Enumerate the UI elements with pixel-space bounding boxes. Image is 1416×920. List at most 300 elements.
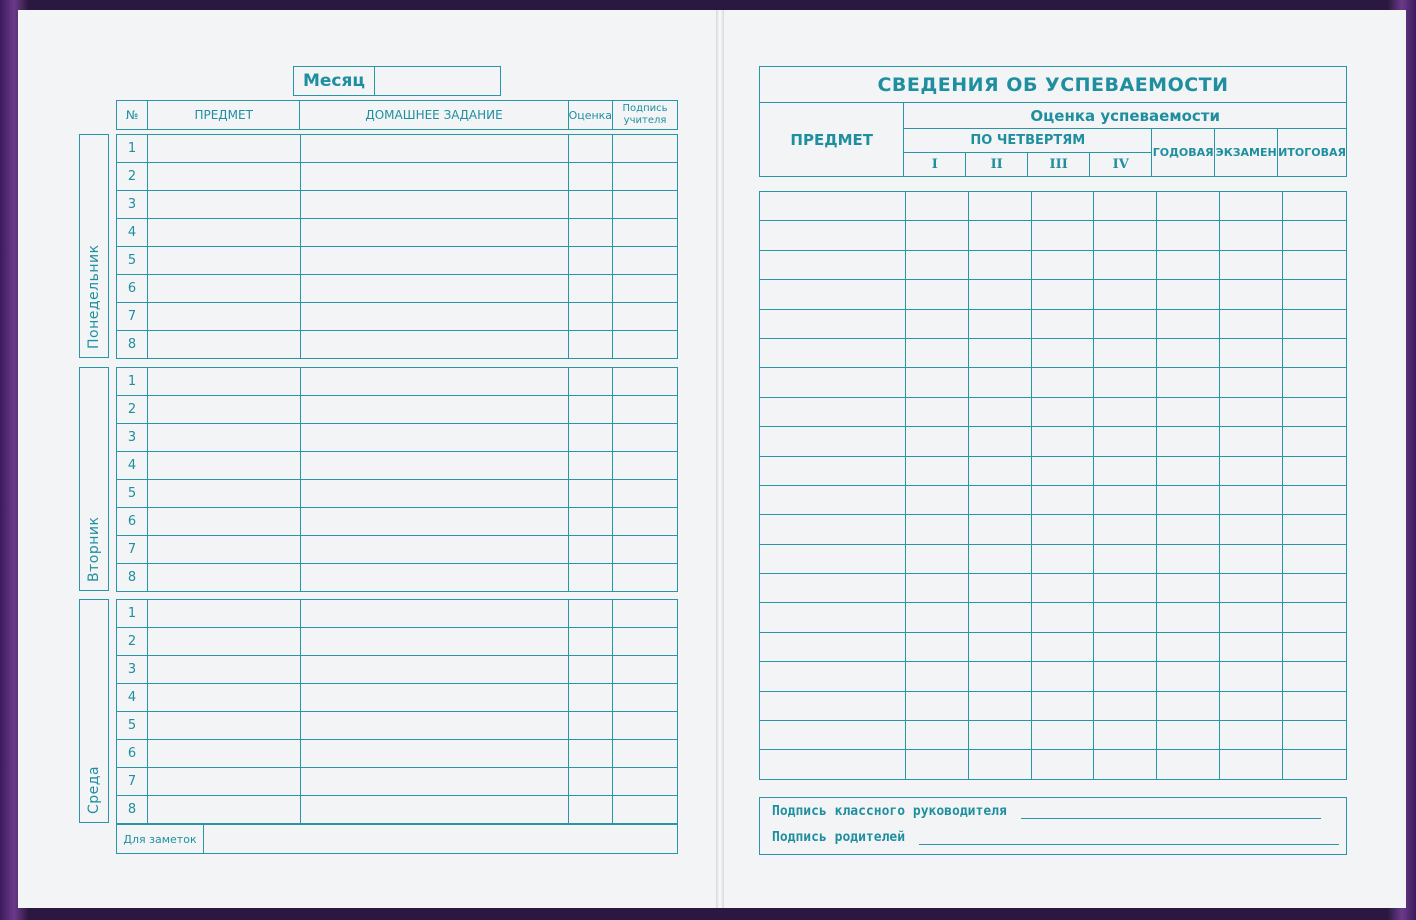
quarter-2-cell[interactable] — [968, 221, 1031, 250]
exam-cell[interactable] — [1220, 721, 1283, 750]
homework-cell[interactable] — [300, 480, 569, 508]
final-cell[interactable] — [1283, 427, 1347, 456]
final-cell[interactable] — [1283, 632, 1347, 661]
final-cell[interactable] — [1283, 515, 1347, 544]
quarter-3-cell[interactable] — [1031, 574, 1094, 603]
quarter-3-cell[interactable] — [1031, 691, 1094, 720]
final-cell[interactable] — [1283, 721, 1347, 750]
quarter-2-cell[interactable] — [968, 250, 1031, 279]
homework-cell[interactable] — [300, 191, 569, 219]
quarter-4-cell[interactable] — [1094, 691, 1157, 720]
quarter-1-cell[interactable] — [905, 427, 968, 456]
lesson-row — [117, 480, 678, 508]
final-cell[interactable] — [1283, 192, 1347, 221]
subject-cell[interactable] — [760, 280, 906, 309]
quarter-4-cell[interactable] — [1094, 632, 1157, 661]
homework-cell[interactable] — [300, 508, 569, 536]
lesson-row — [117, 656, 678, 684]
quarter-3-cell[interactable] — [1031, 338, 1094, 367]
lesson-row — [117, 368, 678, 396]
final-cell[interactable] — [1283, 309, 1347, 338]
quarter-1-cell[interactable] — [905, 250, 968, 279]
performance-row — [760, 603, 1347, 632]
lesson-number: 3 — [117, 656, 148, 684]
quarter-4-cell[interactable] — [1094, 603, 1157, 632]
quarter-3-cell[interactable] — [1031, 603, 1094, 632]
annual-cell[interactable] — [1157, 691, 1220, 720]
subject-cell[interactable] — [760, 309, 906, 338]
quarter-3-cell[interactable] — [1031, 632, 1094, 661]
homework-cell[interactable] — [300, 219, 569, 247]
grade-cell[interactable] — [569, 508, 613, 536]
quarter-4-cell[interactable] — [1094, 221, 1157, 250]
subject-cell[interactable] — [147, 303, 300, 331]
exam-cell[interactable] — [1220, 250, 1283, 279]
lesson-number: 7 — [117, 303, 148, 331]
quarter-3-cell[interactable] — [1031, 544, 1094, 573]
homework-cell[interactable] — [300, 536, 569, 564]
quarter-2-cell[interactable] — [968, 397, 1031, 426]
quarter-2-cell[interactable] — [968, 574, 1031, 603]
annual-cell[interactable] — [1157, 397, 1220, 426]
subject-cell[interactable] — [760, 662, 906, 691]
annual-cell[interactable] — [1157, 721, 1220, 750]
subject-cell[interactable] — [760, 603, 906, 632]
subject-cell[interactable] — [147, 396, 300, 424]
lesson-number: 4 — [117, 452, 148, 480]
quarter-3-cell[interactable] — [1031, 280, 1094, 309]
performance-row — [760, 750, 1347, 779]
teacher-sign-cell[interactable] — [613, 191, 678, 219]
final-cell[interactable] — [1283, 456, 1347, 485]
signature-parents-line[interactable] — [919, 843, 1339, 845]
quarter-3-cell[interactable] — [1031, 368, 1094, 397]
quarter-1-cell[interactable] — [905, 338, 968, 367]
subject-cell[interactable] — [147, 331, 300, 359]
quarter-2-cell[interactable] — [968, 456, 1031, 485]
teacher-sign-cell[interactable] — [613, 303, 678, 331]
subject-cell[interactable] — [760, 338, 906, 367]
subject-cell[interactable] — [147, 740, 300, 768]
subject-cell[interactable] — [760, 368, 906, 397]
quarter-2-cell[interactable] — [968, 544, 1031, 573]
quarter-4-cell[interactable] — [1094, 368, 1157, 397]
grade-cell[interactable] — [569, 424, 613, 452]
quarter-3-cell[interactable] — [1031, 397, 1094, 426]
performance-row — [760, 397, 1347, 426]
exam-header: ЭКЗАМЕН — [1215, 129, 1278, 177]
homework-cell[interactable] — [300, 656, 569, 684]
quarter-1-cell[interactable] — [905, 603, 968, 632]
teacher-sign-cell[interactable] — [613, 219, 678, 247]
quarter-3-cell[interactable] — [1031, 485, 1094, 514]
quarter-4-cell[interactable] — [1094, 485, 1157, 514]
performance-row — [760, 662, 1347, 691]
exam-cell[interactable] — [1220, 485, 1283, 514]
grade-cell[interactable] — [569, 480, 613, 508]
quarter-1-cell[interactable] — [905, 632, 968, 661]
quarter-3-cell[interactable] — [1031, 515, 1094, 544]
quarter-1-cell[interactable] — [905, 485, 968, 514]
lesson-row — [117, 740, 678, 768]
exam-cell[interactable] — [1220, 691, 1283, 720]
annual-cell[interactable] — [1157, 662, 1220, 691]
signature-box — [759, 797, 1347, 855]
homework-cell[interactable] — [300, 331, 569, 359]
quarter-1-cell[interactable] — [905, 750, 968, 779]
quarter-4-cell[interactable] — [1094, 280, 1157, 309]
quarter-4-cell[interactable] — [1094, 456, 1157, 485]
homework-cell[interactable] — [300, 768, 569, 796]
quarter-2-cell[interactable] — [968, 662, 1031, 691]
lesson-number: 4 — [117, 684, 148, 712]
annual-cell[interactable] — [1157, 368, 1220, 397]
homework-cell[interactable] — [300, 564, 569, 592]
grade-cell[interactable] — [569, 600, 613, 628]
quarter-1-cell[interactable] — [905, 309, 968, 338]
day-label-box — [79, 134, 109, 358]
quarter-1-header: I — [904, 153, 966, 177]
homework-cell[interactable] — [300, 135, 569, 163]
grade-cell[interactable] — [569, 684, 613, 712]
exam-cell[interactable] — [1220, 544, 1283, 573]
final-cell[interactable] — [1283, 397, 1347, 426]
subject-cell[interactable] — [760, 750, 906, 779]
homework-cell[interactable] — [300, 396, 569, 424]
subject-cell[interactable] — [147, 191, 300, 219]
annual-cell[interactable] — [1157, 338, 1220, 367]
quarter-4-cell[interactable] — [1094, 397, 1157, 426]
final-cell[interactable] — [1283, 250, 1347, 279]
teacher-sign-cell[interactable] — [613, 768, 678, 796]
grade-cell[interactable] — [569, 303, 613, 331]
month-box — [293, 66, 501, 96]
annual-cell[interactable] — [1157, 544, 1220, 573]
subject-cell[interactable] — [147, 508, 300, 536]
lesson-number: 6 — [117, 740, 148, 768]
signature-teacher-line[interactable] — [1021, 817, 1321, 819]
exam-cell[interactable] — [1220, 192, 1283, 221]
subject-cell[interactable] — [147, 796, 300, 824]
notes-field[interactable] — [204, 825, 677, 853]
quarter-1-cell[interactable] — [905, 515, 968, 544]
quarter-3-cell[interactable] — [1031, 750, 1094, 779]
homework-cell[interactable] — [300, 796, 569, 824]
subject-cell[interactable] — [147, 600, 300, 628]
grade-cell[interactable] — [569, 191, 613, 219]
quarter-1-cell[interactable] — [905, 662, 968, 691]
quarter-2-cell[interactable] — [968, 309, 1031, 338]
quarter-2-cell[interactable] — [968, 338, 1031, 367]
homework-cell[interactable] — [300, 163, 569, 191]
quarter-2-cell[interactable] — [968, 192, 1031, 221]
final-cell[interactable] — [1283, 544, 1347, 573]
lesson-number: 3 — [117, 191, 148, 219]
final-cell[interactable] — [1283, 338, 1347, 367]
homework-cell[interactable] — [300, 275, 569, 303]
subject-cell[interactable] — [760, 485, 906, 514]
subject-cell[interactable] — [760, 427, 906, 456]
final-cell[interactable] — [1283, 221, 1347, 250]
quarter-2-cell[interactable] — [968, 721, 1031, 750]
subject-cell[interactable] — [147, 628, 300, 656]
annual-cell[interactable] — [1157, 515, 1220, 544]
quarter-3-cell[interactable] — [1031, 192, 1094, 221]
lesson-number: 6 — [117, 508, 148, 536]
grade-cell[interactable] — [569, 275, 613, 303]
diary-header — [116, 100, 678, 130]
teacher-sign-cell[interactable] — [613, 536, 678, 564]
teacher-sign-cell[interactable] — [613, 684, 678, 712]
teacher-sign-cell[interactable] — [613, 480, 678, 508]
quarter-3-cell[interactable] — [1031, 309, 1094, 338]
exam-cell[interactable] — [1220, 280, 1283, 309]
quarter-4-cell[interactable] — [1094, 544, 1157, 573]
subject-cell[interactable] — [760, 632, 906, 661]
grade-cell[interactable] — [569, 740, 613, 768]
exam-cell[interactable] — [1220, 338, 1283, 367]
header-homework: ДОМАШНЕЕ ЗАДАНИЕ — [300, 101, 568, 130]
signature-teacher-label: Подпись классного руководителя — [772, 804, 1007, 819]
homework-cell[interactable] — [300, 628, 569, 656]
teacher-sign-cell[interactable] — [613, 508, 678, 536]
quarter-4-cell[interactable] — [1094, 250, 1157, 279]
subject-cell[interactable] — [760, 192, 906, 221]
quarter-1-cell[interactable] — [905, 280, 968, 309]
grade-cell[interactable] — [569, 368, 613, 396]
quarter-4-cell[interactable] — [1094, 515, 1157, 544]
annual-cell[interactable] — [1157, 221, 1220, 250]
annual-cell[interactable] — [1157, 309, 1220, 338]
grade-cell[interactable] — [569, 656, 613, 684]
grade-cell[interactable] — [569, 163, 613, 191]
homework-cell[interactable] — [300, 424, 569, 452]
subject-cell[interactable] — [760, 397, 906, 426]
annual-cell[interactable] — [1157, 632, 1220, 661]
exam-cell[interactable] — [1220, 397, 1283, 426]
subject-cell[interactable] — [760, 250, 906, 279]
grade-cell[interactable] — [569, 331, 613, 359]
exam-cell[interactable] — [1220, 750, 1283, 779]
subject-cell[interactable] — [760, 574, 906, 603]
day-grid — [116, 134, 678, 359]
annual-cell[interactable] — [1157, 192, 1220, 221]
homework-cell[interactable] — [300, 740, 569, 768]
final-cell[interactable] — [1283, 691, 1347, 720]
homework-cell[interactable] — [300, 712, 569, 740]
final-cell[interactable] — [1283, 280, 1347, 309]
final-cell[interactable] — [1283, 368, 1347, 397]
teacher-sign-cell[interactable] — [613, 275, 678, 303]
teacher-sign-cell[interactable] — [613, 331, 678, 359]
final-cell[interactable] — [1283, 603, 1347, 632]
subject-cell[interactable] — [147, 480, 300, 508]
lesson-row — [117, 331, 678, 359]
grade-cell[interactable] — [569, 247, 613, 275]
teacher-sign-cell[interactable] — [613, 712, 678, 740]
exam-cell[interactable] — [1220, 574, 1283, 603]
quarter-2-cell[interactable] — [968, 691, 1031, 720]
subject-cell[interactable] — [760, 721, 906, 750]
exam-cell[interactable] — [1220, 632, 1283, 661]
final-cell[interactable] — [1283, 662, 1347, 691]
teacher-sign-cell[interactable] — [613, 740, 678, 768]
homework-cell[interactable] — [300, 247, 569, 275]
subject-cell[interactable] — [147, 712, 300, 740]
subject-cell[interactable] — [147, 768, 300, 796]
subject-cell[interactable] — [147, 452, 300, 480]
performance-row — [760, 250, 1347, 279]
exam-cell[interactable] — [1220, 309, 1283, 338]
exam-cell[interactable] — [1220, 515, 1283, 544]
subject-cell[interactable] — [760, 544, 906, 573]
subject-cell[interactable] — [147, 684, 300, 712]
teacher-sign-cell[interactable] — [613, 796, 678, 824]
subject-cell[interactable] — [147, 275, 300, 303]
grade-cell[interactable] — [569, 712, 613, 740]
subject-cell[interactable] — [760, 691, 906, 720]
quarter-2-cell[interactable] — [968, 368, 1031, 397]
quarter-3-cell[interactable] — [1031, 221, 1094, 250]
grade-cell[interactable] — [569, 135, 613, 163]
quarter-4-cell[interactable] — [1094, 338, 1157, 367]
lesson-row — [117, 452, 678, 480]
notes-box — [116, 824, 678, 854]
quarter-2-cell[interactable] — [968, 485, 1031, 514]
subject-cell[interactable] — [147, 368, 300, 396]
quarter-4-cell[interactable] — [1094, 192, 1157, 221]
exam-cell[interactable] — [1220, 368, 1283, 397]
month-field[interactable] — [375, 67, 500, 95]
subject-cell[interactable] — [147, 564, 300, 592]
lesson-row — [117, 508, 678, 536]
subject-cell[interactable] — [147, 656, 300, 684]
subject-cell[interactable] — [147, 135, 300, 163]
homework-cell[interactable] — [300, 303, 569, 331]
lesson-row — [117, 396, 678, 424]
teacher-sign-cell[interactable] — [613, 628, 678, 656]
quarter-4-cell[interactable] — [1094, 427, 1157, 456]
subject-cell[interactable] — [147, 163, 300, 191]
quarter-4-cell[interactable] — [1094, 750, 1157, 779]
teacher-sign-cell[interactable] — [613, 135, 678, 163]
quarter-2-cell[interactable] — [968, 603, 1031, 632]
final-cell[interactable] — [1283, 574, 1347, 603]
quarter-4-cell[interactable] — [1094, 721, 1157, 750]
grade-cell[interactable] — [569, 219, 613, 247]
quarter-1-cell[interactable] — [905, 544, 968, 573]
teacher-sign-cell[interactable] — [613, 600, 678, 628]
annual-cell[interactable] — [1157, 574, 1220, 603]
quarter-2-cell[interactable] — [968, 280, 1031, 309]
quarter-2-cell[interactable] — [968, 632, 1031, 661]
lesson-row — [117, 275, 678, 303]
subject-cell[interactable] — [147, 247, 300, 275]
teacher-sign-cell[interactable] — [613, 424, 678, 452]
annual-cell[interactable] — [1157, 485, 1220, 514]
quarter-2-header: II — [966, 153, 1028, 177]
subject-cell[interactable] — [147, 536, 300, 564]
header-teacher-sign — [613, 101, 678, 130]
grade-cell[interactable] — [569, 396, 613, 424]
quarter-3-cell[interactable] — [1031, 721, 1094, 750]
teacher-sign-cell[interactable] — [613, 564, 678, 592]
teacher-sign-cell[interactable] — [613, 656, 678, 684]
homework-cell[interactable] — [300, 368, 569, 396]
subject-cell[interactable] — [760, 515, 906, 544]
grade-cell[interactable] — [569, 628, 613, 656]
teacher-sign-cell[interactable] — [613, 247, 678, 275]
teacher-sign-cell[interactable] — [613, 452, 678, 480]
annual-cell[interactable] — [1157, 603, 1220, 632]
lesson-row — [117, 536, 678, 564]
lesson-row — [117, 191, 678, 219]
lesson-number: 8 — [117, 564, 148, 592]
quarter-3-cell[interactable] — [1031, 456, 1094, 485]
annual-cell[interactable] — [1157, 456, 1220, 485]
annual-cell[interactable] — [1157, 280, 1220, 309]
performance-row — [760, 338, 1347, 367]
annual-cell[interactable] — [1157, 750, 1220, 779]
quarter-4-cell[interactable] — [1094, 574, 1157, 603]
quarter-4-cell[interactable] — [1094, 662, 1157, 691]
exam-cell[interactable] — [1220, 427, 1283, 456]
grade-cell[interactable] — [569, 796, 613, 824]
quarter-1-cell[interactable] — [905, 368, 968, 397]
quarter-1-cell[interactable] — [905, 691, 968, 720]
homework-cell[interactable] — [300, 452, 569, 480]
quarter-1-cell[interactable] — [905, 192, 968, 221]
performance-row — [760, 691, 1347, 720]
final-cell[interactable] — [1283, 485, 1347, 514]
teacher-sign-cell[interactable] — [613, 396, 678, 424]
exam-cell[interactable] — [1220, 662, 1283, 691]
subject-cell[interactable] — [147, 219, 300, 247]
final-cell[interactable] — [1283, 750, 1347, 779]
grade-cell[interactable] — [569, 536, 613, 564]
exam-cell[interactable] — [1220, 221, 1283, 250]
quarter-4-cell[interactable] — [1094, 309, 1157, 338]
exam-cell[interactable] — [1220, 456, 1283, 485]
quarter-1-cell[interactable] — [905, 456, 968, 485]
subject-cell[interactable] — [760, 456, 906, 485]
quarter-2-cell[interactable] — [968, 427, 1031, 456]
teacher-sign-cell[interactable] — [613, 163, 678, 191]
annual-cell[interactable] — [1157, 427, 1220, 456]
quarter-2-cell[interactable] — [968, 515, 1031, 544]
quarter-1-cell[interactable] — [905, 574, 968, 603]
grade-cell[interactable] — [569, 768, 613, 796]
quarter-1-cell[interactable] — [905, 397, 968, 426]
quarter-3-cell[interactable] — [1031, 250, 1094, 279]
grade-cell[interactable] — [569, 452, 613, 480]
teacher-sign-cell[interactable] — [613, 368, 678, 396]
day-label: Среда — [86, 765, 102, 814]
homework-cell[interactable] — [300, 600, 569, 628]
quarter-1-cell[interactable] — [905, 221, 968, 250]
subject-cell[interactable] — [147, 424, 300, 452]
quarter-3-cell[interactable] — [1031, 662, 1094, 691]
lesson-number: 5 — [117, 247, 148, 275]
subject-cell[interactable] — [760, 221, 906, 250]
quarter-2-cell[interactable] — [968, 750, 1031, 779]
quarter-3-cell[interactable] — [1031, 427, 1094, 456]
exam-cell[interactable] — [1220, 603, 1283, 632]
grade-cell[interactable] — [569, 564, 613, 592]
annual-cell[interactable] — [1157, 250, 1220, 279]
homework-cell[interactable] — [300, 684, 569, 712]
quarter-1-cell[interactable] — [905, 721, 968, 750]
